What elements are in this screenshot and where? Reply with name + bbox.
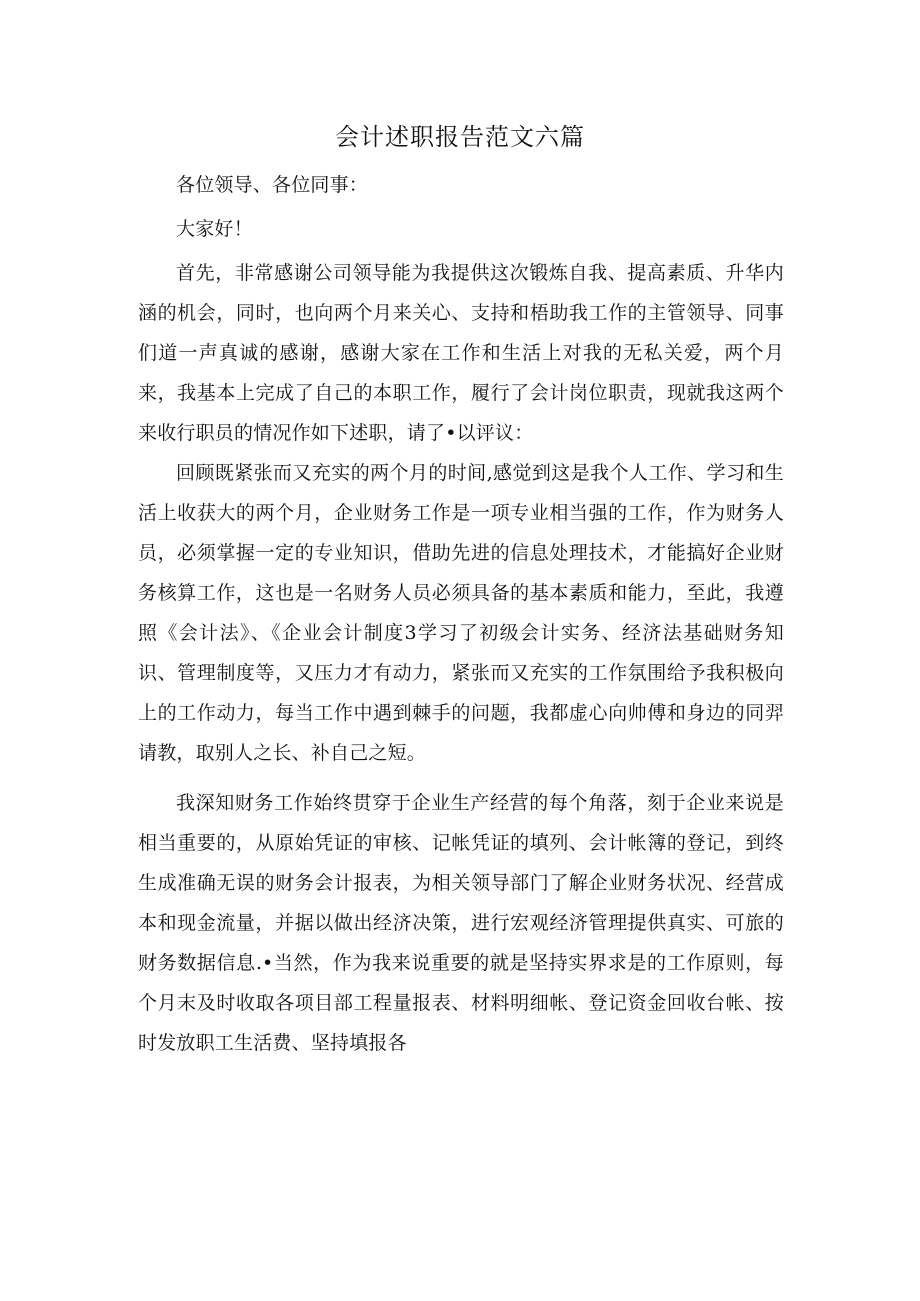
- document-body: [138, 165, 784, 1063]
- paragraph-duties: 我深知财务工作始终贯穿于企业生产经营的每个角落，刻于企业来说是相当重要的，从原始凭证的审核、记帐凭证的填列、会计帐簿的登记，到终生成准确无误的财务会计报表，为相关领导部门了解企业财务状况、经营成本和现金流量，并据以做出经济决策，进行宏观经济管理提供真实、可旅的财务数据信息.•当然，作为我来说重要的就是坚持实界求是的工作原则，每个月末及时收取各项目部工程量报表、材料明细帐、登记资金回收台帐、按时发放职工生活费、坚持填报各: [138, 792, 784, 1054]
- greeting: 大家好！: [176, 218, 253, 240]
- document-title: 会计述职报告范文六篇: [335, 123, 585, 151]
- paragraph-intro: 首先，非常感谢公司领导能为我提供这次锻炼自我、提高素质、升华内涵的机会，同时，也向两个月来关心、支持和梧助我工作的主管领导、同事们道一声真诚的感谢，感谢大家在工作和生活上对我的无私关爱，两个月来，我基本上完成了自己的本职工作，履行了会计岗位职责，现就我这两个来收行职员的情况作如下述职，请了•以评议：: [138, 262, 784, 444]
- paragraph-review: 回顾既紧张而又充实的两个月的时间,感觉到这是我个人工作、学习和生活上收获大的两个月，企业财务工作是一项专业相当强的工作，作为财务人员，必须掌握一定的专业知识，借助先进的信息处理技术，才能搞好企业财务核算工作，这也是一名财务人员必须具备的基本素质和能力，至此，我遵照《会计法》、《企业会计制度3学习了初级会计实务、经济法基础财务知识、管理制度等，又压力才有动力，紧张而又充实的工作氛围给予我积极向上的工作动力，每当工作中遇到棘手的问题，我都虚心向帅傅和身边的同羿请教，取别人之长、补自己之短。: [138, 462, 784, 764]
- salutation: 各位领导、各位同事：: [176, 174, 369, 196]
